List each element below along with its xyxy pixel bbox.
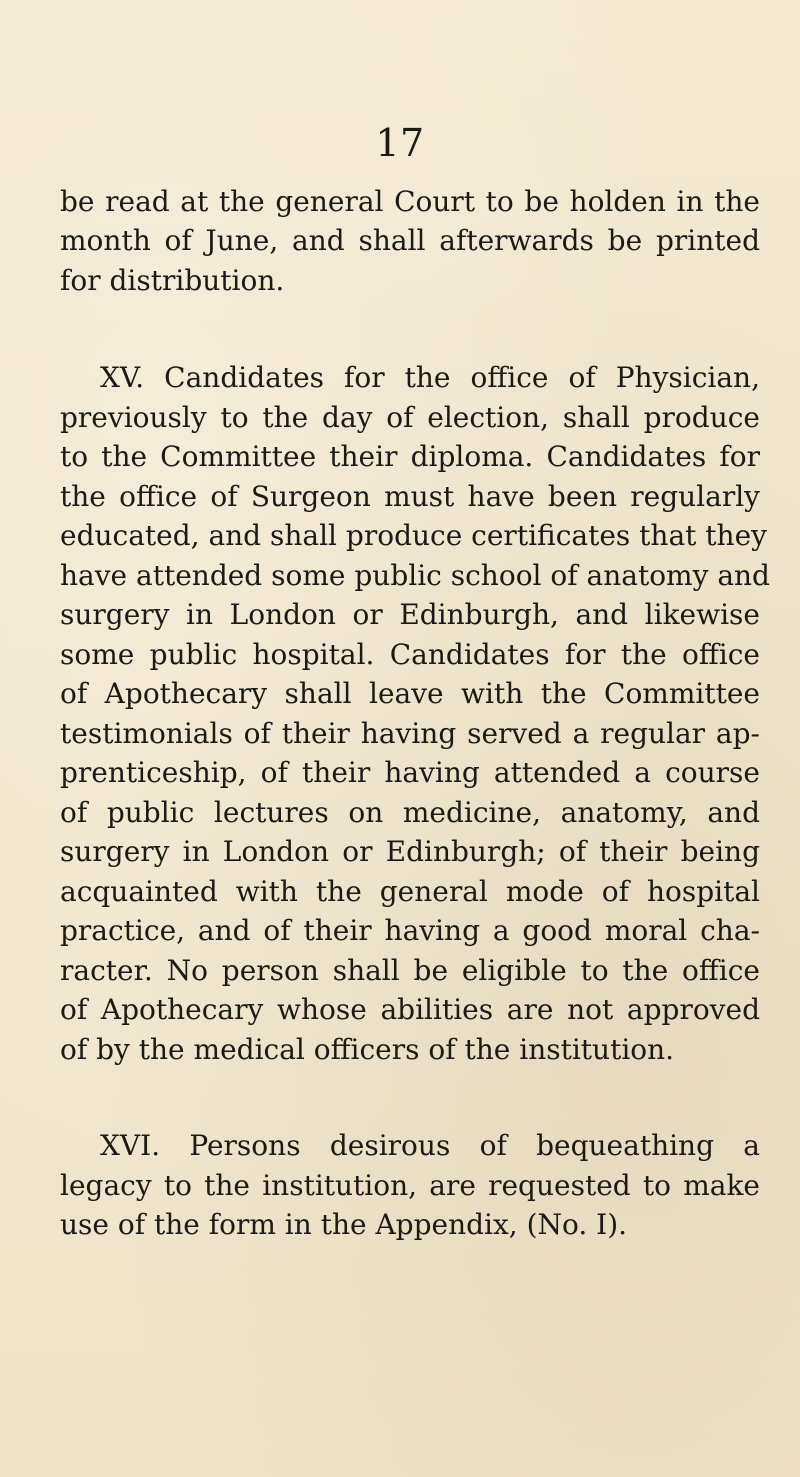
text-line: XV. Candidates for the office of Physician, [100,361,760,394]
text-line: racter. No person shall be eligible to the office [60,954,760,987]
page-number: 17 [375,121,425,165]
text-line: prenticeship, of their having attended a course [60,756,760,789]
text-line: some public hospital. Candidates for the office [60,638,760,671]
text-line: month of June, and shall afterwards be printed [60,224,760,257]
text-line: surgery in London or Edinburgh; of their being [60,835,760,868]
text-line: of Apothecary whose abilities are not approved [60,993,760,1026]
text-line: practice, and of their having a good moral cha- [60,914,760,947]
text-line: educated, and shall produce certificates that they [60,519,767,552]
text-line: legacy to the institution, are requested to make [60,1169,760,1202]
text-line: XVI. Persons desirous of bequeathing a [100,1129,760,1162]
text-line: surgery in London or Edinburgh, and likewise [60,598,760,631]
text-line: have attended some public school of anatomy and [60,559,770,592]
text-line: testimonials of their having served a regular ap- [60,717,760,750]
text-line: the office of Surgeon must have been regularly [60,480,760,513]
text-line: of by the medical officers of the institution. [60,1033,675,1066]
text-line: for distribution. [60,264,285,297]
text-line: to the Committee their diploma. Candidates for [60,440,760,473]
text-line: of public lectures on medicine, anatomy, and [60,796,760,829]
text-line: use of the form in the Appendix, (No. I). [60,1208,628,1241]
text-line: be read at the general Court to be holden in the [60,185,760,218]
text-line: previously to the day of election, shall produce [60,401,760,434]
text-line: of Apothecary shall leave with the Committee [60,677,760,710]
text-line: acquainted with the general mode of hospital [60,875,760,908]
